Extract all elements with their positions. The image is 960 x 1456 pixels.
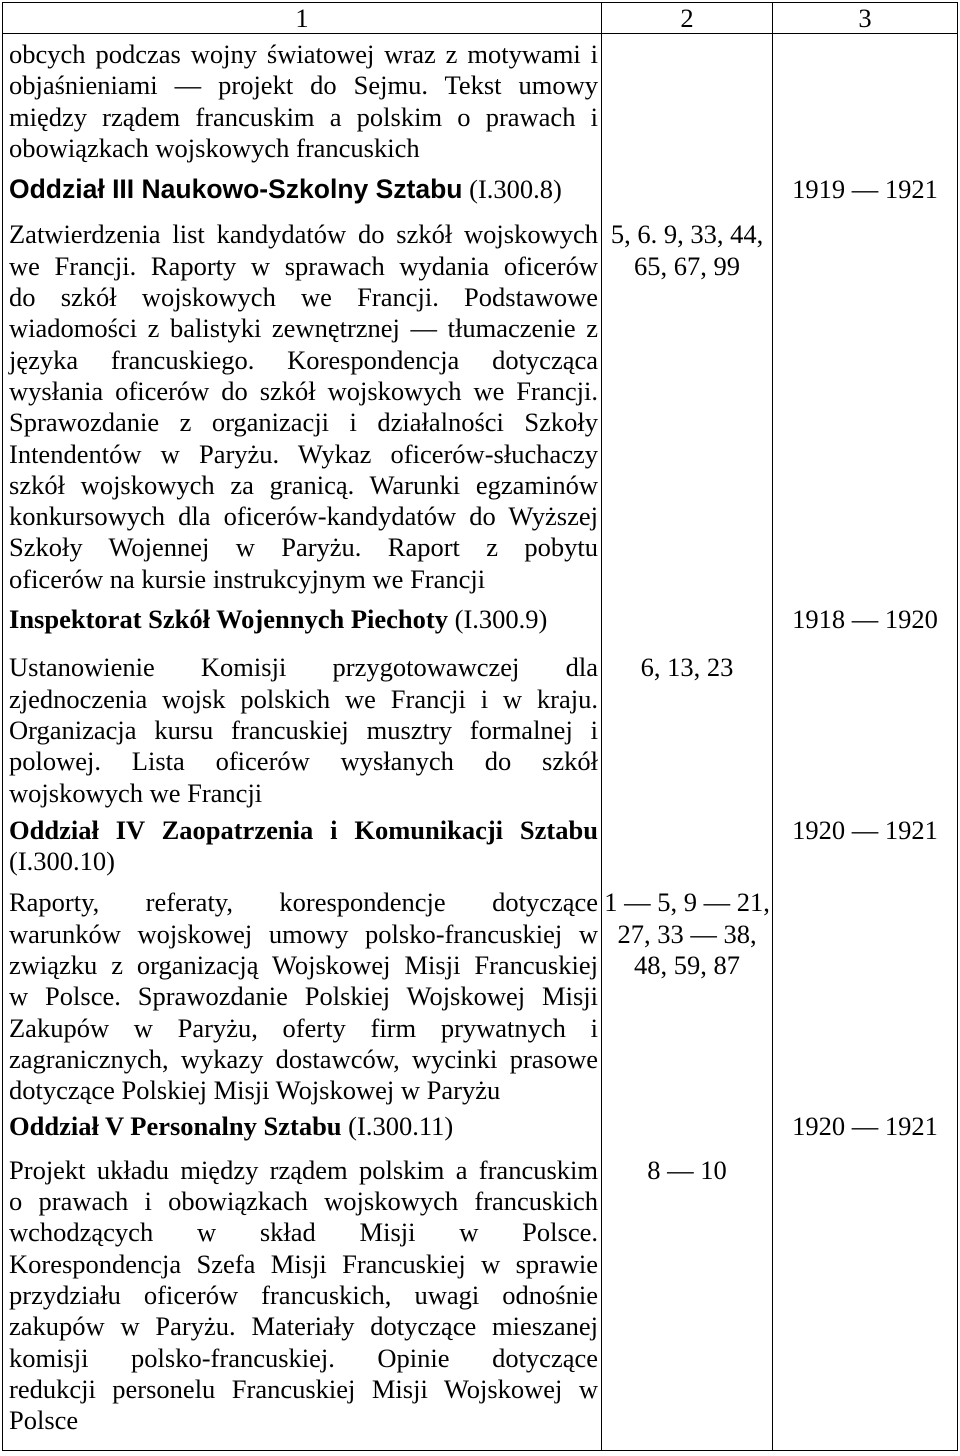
section-heading-cell [3, 595, 601, 635]
description-line: komisji polsko-francuskiej. Opinie dotyczące [9, 1342, 598, 1373]
unit-numbers-line: 1 — 5, 9 — 21, [604, 887, 770, 918]
description-line: obowiązkach wojskowych francuskich [9, 132, 420, 163]
unit-numbers-line: 8 — 10 [647, 1154, 727, 1185]
table-row [3, 1142, 957, 1451]
section-title: Oddział IV Zaopatrzenia i Komunikacji Sztabu [9, 814, 598, 845]
description-line: wojskowych we Francji [9, 777, 263, 808]
section-heading-line [9, 1111, 598, 1142]
unit-numbers-cell [601, 595, 772, 635]
date-range: 1920 — 1921 [792, 814, 938, 845]
section-title: Inspektorat Szkół Wojennych Piechoty [9, 604, 448, 635]
description-line: konkursowych dla oficerów-kandydatów do Wyższej [9, 501, 598, 532]
description-line: do szkół wojskowych we Francji. Podstawowe [9, 282, 598, 313]
description-line: Raporty, referaty, korespondencje dotyczące [9, 887, 598, 918]
column-header-1: 1 [295, 3, 309, 33]
unit-numbers-cell [601, 205, 772, 595]
date-range-cell [772, 1107, 957, 1142]
table-header-row [3, 3, 957, 34]
date-range-cell [772, 595, 957, 635]
table-row [3, 635, 957, 808]
description-line: oficerów na kursie instrukcyjnym we Francji [9, 563, 486, 594]
unit-numbers-cell [601, 877, 772, 1106]
section-heading-row [3, 1107, 957, 1142]
section-heading-line [9, 604, 598, 635]
description-line: o prawach i obowiązkach wojskowych francuskich [9, 1186, 598, 1217]
description-line: wiadomości z balistyki zewnętrznej — tłumaczenie z [9, 313, 598, 344]
description-line: zjednoczenia wojsk polskich we Francji i w kraju. [9, 683, 598, 714]
description-line: we Francji. Raporty w sprawach wydania oficerów [9, 250, 598, 281]
section-heading-cell [3, 164, 601, 205]
description-line: Zatwierdzenia list kandydatów do szkół wojskowych [9, 219, 598, 250]
unit-numbers-cell [601, 1142, 772, 1451]
table-row [3, 877, 957, 1106]
description-line: Organizacja kursu francuskiej musztry formalnej i [9, 714, 598, 745]
unit-numbers-line: 27, 33 — 38, [617, 918, 757, 949]
section-heading-cell [3, 809, 601, 878]
unit-numbers-line: 5, 6. 9, 33, 44, [610, 219, 764, 250]
description-line: przydziału oficerów francuskich, uwagi odnośnie [9, 1279, 598, 1310]
description-cell [3, 635, 601, 808]
description-cell [3, 877, 601, 1106]
description-line: zakupów w Paryżu. Materiały dotyczące mieszanej [9, 1311, 598, 1342]
archive-inventory-table [2, 2, 958, 1451]
unit-numbers-line: 6, 13, 23 [640, 652, 734, 683]
description-line: redukcji personelu Francuskiej Misji Wojskowej w [9, 1373, 598, 1404]
description-line: związku z organizacją Wojskowej Misji Francuskiej [9, 950, 598, 981]
description-line: Intendentów w Paryżu. Wykaz oficerów-słuchaczy [9, 438, 598, 469]
unit-numbers-cell [601, 34, 772, 164]
section-signature: (I.300.8) [469, 174, 562, 205]
description-line: w Polsce. Sprawozdanie Polskiej Wojskowej Misji [9, 981, 598, 1012]
unit-numbers-cell [601, 164, 772, 205]
section-signature: (I.300.10) [9, 846, 115, 877]
unit-numbers-cell [601, 809, 772, 878]
description-line: dotyczące Polskiej Misji Wojskowej w Paryżu [9, 1075, 501, 1106]
date-range-cell [772, 34, 957, 164]
table-row [3, 205, 957, 595]
description-line: Polsce [9, 1405, 79, 1436]
section-title: Oddział V Personalny Sztabu [9, 1110, 342, 1141]
date-range-cell [772, 1142, 957, 1451]
table-row [3, 34, 957, 164]
description-line: obcych podczas wojny światowej wraz z motywami i [9, 39, 598, 69]
description-line: Projekt układu między rządem polskim a francuskim [9, 1154, 598, 1185]
date-range-cell [772, 164, 957, 205]
description-line: Szkoły Wojennej w Paryżu. Raport z pobytu [9, 532, 598, 563]
date-range: 1918 — 1920 [792, 604, 938, 635]
section-heading-line [9, 174, 598, 205]
unit-numbers-cell [601, 1107, 772, 1142]
description-line: zagranicznych, wykazy dostawców, wycinki prasowe [9, 1043, 598, 1074]
description-line: Sprawozdanie z organizacji i działalności Szkoły [9, 407, 598, 438]
description-line: Ustanowienie Komisji przygotowawczej dla [9, 652, 598, 683]
description-line: Zakupów w Paryżu, oferty firm prywatnych i [9, 1012, 598, 1043]
description-line: wchodzących w skład Misji w Polsce. [9, 1217, 598, 1248]
section-heading-row [3, 164, 957, 205]
description-line: wysłania oficerów do szkół wojskowych we Francji. [9, 375, 598, 406]
description-cell [3, 1142, 601, 1451]
section-signature: (I.300.9) [454, 604, 548, 635]
date-range: 1919 — 1921 [792, 174, 938, 205]
section-title: Oddział III Naukowo-Szkolny Sztabu [9, 174, 463, 205]
description-line: języka francuskiego. Korespondencja dotycząca [9, 344, 598, 375]
description-cell [3, 34, 601, 164]
section-signature: (I.300.11) [348, 1110, 454, 1141]
date-range-cell [772, 877, 957, 1106]
description-line: polowej. Lista oficerów wysłanych do szkół [9, 746, 598, 777]
date-range: 1920 — 1921 [792, 1110, 938, 1141]
description-line: między rządem francuskim a polskim o prawach i [9, 101, 598, 132]
section-heading-cell [3, 1107, 601, 1142]
date-range-cell [772, 809, 957, 878]
date-range-cell [772, 205, 957, 595]
description-line: objaśnieniami — projekt do Sejmu. Tekst umowy [9, 70, 598, 101]
unit-numbers-line: 65, 67, 99 [634, 250, 740, 281]
column-header-3: 3 [772, 3, 957, 33]
unit-numbers-cell [601, 635, 772, 808]
column-header-2: 2 [601, 3, 772, 33]
section-heading-row [3, 595, 957, 635]
description-line: Korespondencja Szefa Misji Francuskiej w sprawie [9, 1248, 598, 1279]
unit-numbers-line: 48, 59, 87 [634, 950, 740, 981]
description-line: szkół wojskowych za granicą. Warunki egzaminów [9, 469, 598, 500]
description-cell [3, 205, 601, 595]
date-range-cell [772, 635, 957, 808]
description-line: warunków wojskowej umowy polsko-francuskiej w [9, 918, 598, 949]
section-heading-row [3, 809, 957, 878]
